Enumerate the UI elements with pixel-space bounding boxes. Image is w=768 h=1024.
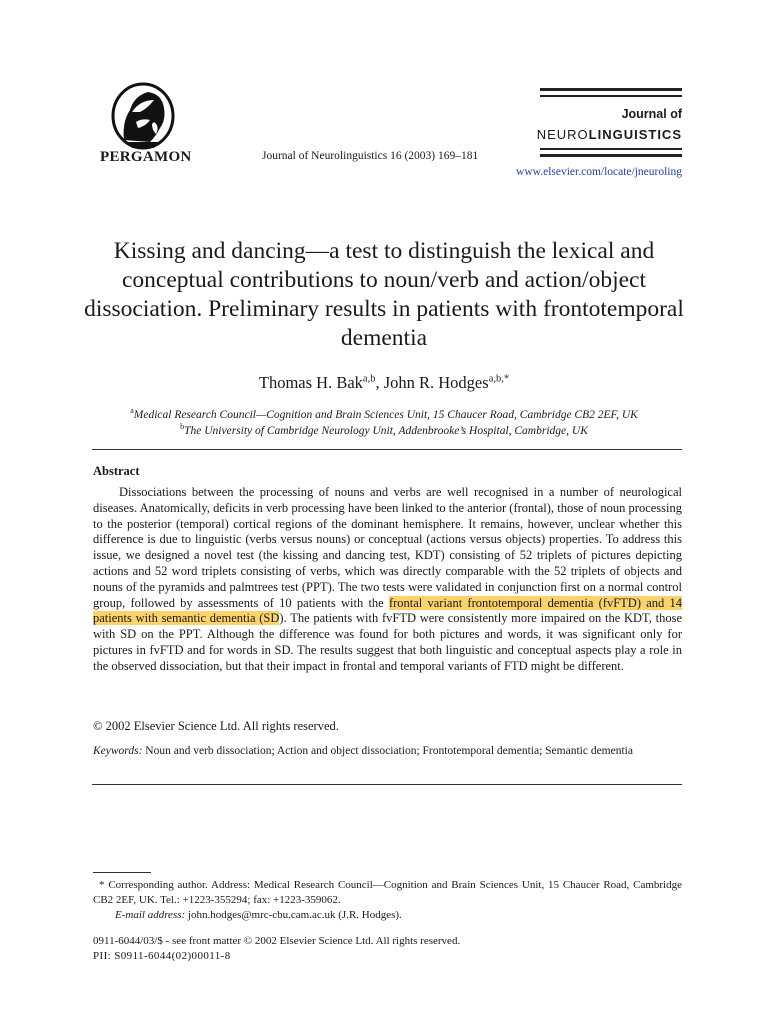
journal-citation: Journal of Neurolinguistics 16 (2003) 169–181 (262, 150, 479, 162)
keywords-label: Keywords: (93, 745, 143, 757)
journal-name (500, 127, 682, 142)
email-address: john.hodges@mrc-cbu.cam.ac.uk (J.R. Hodges). (185, 909, 402, 921)
abstract-copyright: © 2002 Elsevier Science Ltd. All rights reserved. (93, 719, 339, 733)
abstract-heading: Abstract (93, 464, 140, 478)
journal-name-part2: LINGUISTICS (588, 127, 682, 142)
pergamon-logo-icon (110, 82, 176, 154)
journal-name-part1: NEURO (536, 127, 589, 142)
abstract-text: Dissociations between the processing of nouns and verbs are well recognised in a number of neurological diseases. Anatomically, deficits in verb processing have been linked to the anterior (frontal), those of noun processing to the posterior (temporal) cortical regions of the dominant hemisphere. It remains, however, unclear whether this difference is due to linguistic (verbs versus nouns) or conceptual (actions versus objects) properties. To address this issue, we designed a novel test (the kissing and dancing test, KDT) consisting of 52 triplets of pictures depicting actions and 52 word triplets consisting of verbs, which was directly comparable with the 52 triplets of objects and nouns of the pyramids and palmtrees test (PPT). The two tests were validated in conjunction first on a normal control group, followed by assessments of 10 patients with the (93, 485, 682, 610)
affiliation-text: Medical Research Council—Cognition and Brain Sciences Unit, 15 Chaucer Road, Cambridge CB2 2EF, UK (133, 408, 638, 421)
email-label: E-mail address: (115, 909, 186, 921)
divider (92, 784, 682, 785)
footnote-rule (93, 872, 151, 873)
affiliation-b (80, 422, 688, 437)
author-name: Thomas H. Bak (258, 373, 363, 392)
journal-of-label: Journal of (621, 107, 682, 121)
publisher-name: PERGAMON (100, 149, 192, 165)
masthead-rule-bottom-thin (540, 148, 682, 150)
author-separator: , (375, 373, 384, 392)
journal-url-link[interactable]: www.elsevier.com/locate/jneuroling (516, 166, 682, 178)
masthead-rule-top-thin (540, 95, 682, 97)
divider (92, 449, 682, 450)
article-title: Kissing and dancing—a test to distinguish the lexical and conceptual contributions to noun/verb and action/object dissociation. Preliminary results in patients with frontotemporal dementia (84, 238, 684, 351)
abstract-text: ). The patients with fvFTD were consistently more impaired on the KDT, those with SD on the PPT. Although the difference was found for both pictures and words, it was significant only for pictures in fvFTD and for words in SD. The results suggest that both linguistic and conceptual aspects play a role in the observed dissociation, but that their impact in frontal and temporal variants of FTD might be different. (93, 611, 682, 673)
issn-line: 0911-6044/03/$ - see front matter © 2002 Elsevier Science Ltd. All rights reserved. (93, 935, 461, 947)
author-list (80, 373, 688, 393)
affiliation-marker: a (130, 406, 134, 415)
author-affiliation-marker: a,b (362, 373, 376, 385)
keywords-text: Noun and verb dissociation; Action and object dissociation; Frontotemporal dementia; Semantic dementia (142, 745, 633, 757)
masthead-rule-top (540, 88, 682, 91)
affiliation-a (80, 406, 688, 421)
highlighted-text[interactable]: frontal variant frontotemporal dementia (fvFTD) and 14 patients with semantic dementia (SD (93, 595, 682, 626)
affiliation-marker: b (180, 422, 185, 431)
affiliation-text: The University of Cambridge Neurology Unit, Addenbrooke’s Hospital, Cambridge, UK (184, 424, 588, 437)
author-affiliation-marker: a,b,* (488, 373, 510, 385)
pii-line: PII: S0911-6044(02)00011-8 (93, 950, 231, 962)
email-note (115, 909, 402, 921)
author-name: John R. Hodges (383, 373, 489, 392)
abstract-body (93, 485, 682, 675)
corresponding-author-note: * Corresponding author. Address: Medical Research Council—Cognition and Brain Sciences Unit, 15 Chaucer Road, Cambridge CB2 2EF, UK. Tel.: +1223-355294; fax: +1223-359062. (93, 879, 682, 907)
masthead-rule-bottom (540, 154, 682, 157)
keywords (93, 744, 682, 760)
